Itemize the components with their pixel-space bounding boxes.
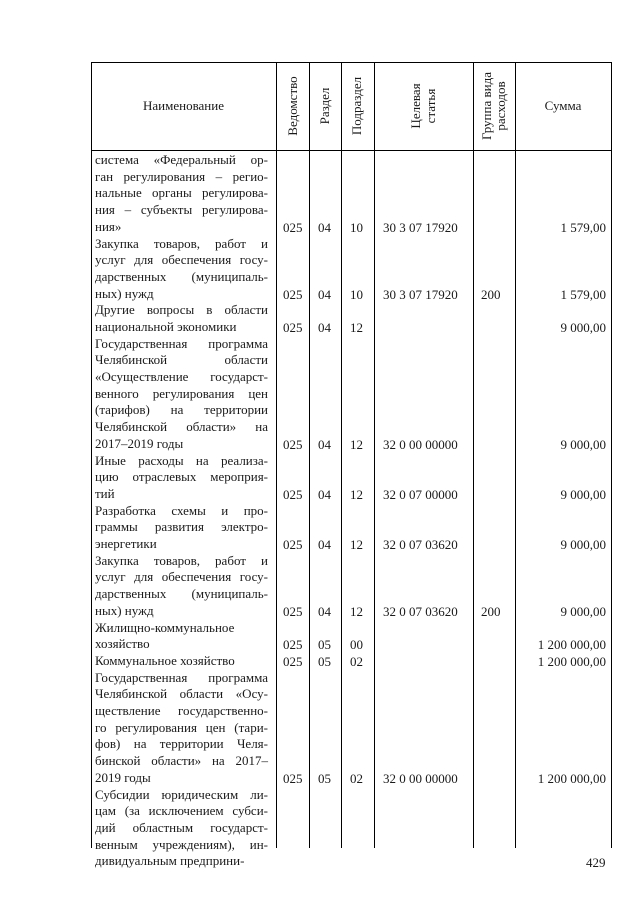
row-section: 05 [318, 770, 331, 786]
row-section: 04 [318, 603, 331, 619]
row-name [95, 152, 268, 235]
row-subsection: 12 [350, 537, 363, 553]
row-section: 04 [318, 537, 331, 553]
row-subsection: 12 [350, 603, 363, 619]
header-target-line2: статья [423, 88, 438, 124]
row-name-line: Челябинской области [95, 352, 268, 368]
row-subsection: 10 [350, 286, 363, 302]
row-name-line: ных) нужд [95, 285, 154, 301]
row-target: 30 3 07 17920 [383, 286, 458, 302]
row-sum: 9 000,00 [560, 487, 606, 502]
header-department: Ведомство [285, 76, 300, 136]
row-name-line: го регулирования цен (тари- [95, 719, 268, 735]
row-name-line: фов) на территории Челя- [95, 736, 268, 752]
row-subsection: 12 [350, 487, 363, 502]
row-name [95, 620, 268, 653]
row-section: 04 [318, 286, 331, 302]
row-name-line: Иные расходы на реализа- [95, 452, 268, 468]
row-name-line: (тарифов) на территории [95, 402, 268, 418]
header-subsection: Подраздел [349, 76, 364, 136]
row-name [95, 336, 268, 453]
row-name-line: дарственных (муниципаль- [95, 268, 268, 284]
row-name [95, 302, 268, 335]
row-name-line: дарственных (муниципаль- [95, 586, 268, 602]
row-subsection: 02 [350, 770, 363, 786]
row-sum: 1 579,00 [560, 219, 606, 235]
row-department: 025 [283, 487, 303, 502]
row-name-line: ган регулирования – регио- [95, 168, 268, 184]
row-name-line: Челябинской области» на [95, 419, 268, 435]
header-group-line2: расходов [493, 81, 508, 131]
row-subsection: 12 [350, 320, 363, 335]
header-target-line1: Целевая [408, 83, 423, 129]
row-target: 32 0 07 00000 [383, 487, 458, 502]
row-name-line: Закупка товаров, работ и [95, 235, 268, 251]
row-department: 025 [283, 537, 303, 553]
row-name-line: услуг для обеспечения госу- [95, 252, 268, 268]
row-name-line: дивидуальным предприни- [95, 853, 245, 869]
row-name-line: «Осуществление государст- [95, 369, 268, 385]
row-name-line: тий [95, 485, 115, 501]
row-name-line: хозяйство [95, 636, 150, 652]
row-section: 04 [318, 487, 331, 502]
header-name: Наименование [143, 98, 224, 113]
row-section: 05 [318, 637, 331, 653]
row-target: 32 0 07 03620 [383, 537, 458, 553]
row-department: 025 [283, 637, 303, 653]
row-department: 025 [283, 770, 303, 786]
row-department: 025 [283, 286, 303, 302]
row-sum: 9 000,00 [560, 320, 606, 335]
page-number: 429 [586, 855, 606, 870]
row-subsection: 10 [350, 219, 363, 235]
row-name-line: 2017–2019 годы [95, 435, 184, 451]
row-target: 30 3 07 17920 [383, 219, 458, 235]
row-sum: 9 000,00 [560, 436, 606, 452]
row-subsection: 00 [350, 637, 363, 653]
row-subsection: 12 [350, 436, 363, 452]
row-name-line: энергетики [95, 536, 157, 552]
row-name-line: дий областным государст- [95, 819, 268, 835]
row-name [95, 787, 268, 870]
row-name-line: Закупка товаров, работ и [95, 552, 268, 568]
row-name [95, 653, 268, 670]
row-name-line: национальной экономики [95, 318, 237, 334]
row-name [95, 553, 268, 620]
row-group: 200 [481, 286, 501, 302]
row-department: 025 [283, 320, 303, 335]
row-subsection: 02 [350, 654, 363, 669]
row-name-line: Государственная программа [95, 669, 268, 685]
row-sum: 1 200 000,00 [537, 770, 606, 786]
row-name-line: 2019 годы [95, 769, 151, 785]
row-name-line: Челябинской области «Осу- [95, 686, 268, 702]
row-target: 32 0 00 00000 [383, 770, 458, 786]
row-name [95, 503, 268, 553]
row-name-line: нальные органы регулирова- [95, 185, 268, 201]
row-target: 32 0 00 00000 [383, 436, 458, 452]
row-name-line: ния – субъекты регулирова- [95, 202, 268, 218]
row-name-line: венным учреждениям), ин- [95, 836, 268, 852]
row-name-line: услуг для обеспечения госу- [95, 569, 268, 585]
header-section: Раздел [317, 87, 332, 125]
row-name-line: Коммунальное хозяйство [95, 653, 235, 668]
row-sum: 9 000,00 [560, 603, 606, 619]
row-sum: 1 200 000,00 [537, 654, 606, 669]
row-name-line: цам (за исключением субси- [95, 803, 268, 819]
row-name-line: венного регулирования цен [95, 385, 268, 401]
header-group-line1: Группа вида [479, 72, 494, 140]
row-name [95, 453, 268, 503]
row-department: 025 [283, 654, 303, 669]
row-sum: 1 200 000,00 [537, 637, 606, 653]
row-name-line: ществление государственно- [95, 703, 268, 719]
row-section: 04 [318, 320, 331, 335]
row-target: 32 0 07 03620 [383, 603, 458, 619]
row-name-line: Субсидии юридическим ли- [95, 786, 268, 802]
row-department: 025 [283, 603, 303, 619]
row-name-line: бинской области» на 2017– [95, 753, 268, 769]
row-name [95, 236, 268, 303]
row-name [95, 670, 268, 787]
row-section: 04 [318, 436, 331, 452]
row-name-line: Другие вопросы в области [95, 302, 268, 318]
header-sum: Сумма [544, 98, 582, 113]
row-name-line: граммы развития электро- [95, 519, 268, 535]
row-section: 04 [318, 219, 331, 235]
row-department: 025 [283, 436, 303, 452]
row-name-line: цию отраслевых мероприя- [95, 469, 268, 485]
row-section: 05 [318, 654, 331, 669]
row-name-line: система «Федеральный ор- [95, 152, 268, 167]
row-name-line: ния» [95, 218, 122, 234]
row-name-line: Разработка схемы и про- [95, 502, 268, 518]
row-name-line: ных) нужд [95, 602, 154, 618]
row-name-line: Жилищно-коммунальное [95, 619, 235, 635]
row-sum: 9 000,00 [560, 537, 606, 553]
row-name-line: Государственная программа [95, 335, 268, 351]
row-sum: 1 579,00 [560, 286, 606, 302]
row-group: 200 [481, 603, 501, 619]
row-department: 025 [283, 219, 303, 235]
